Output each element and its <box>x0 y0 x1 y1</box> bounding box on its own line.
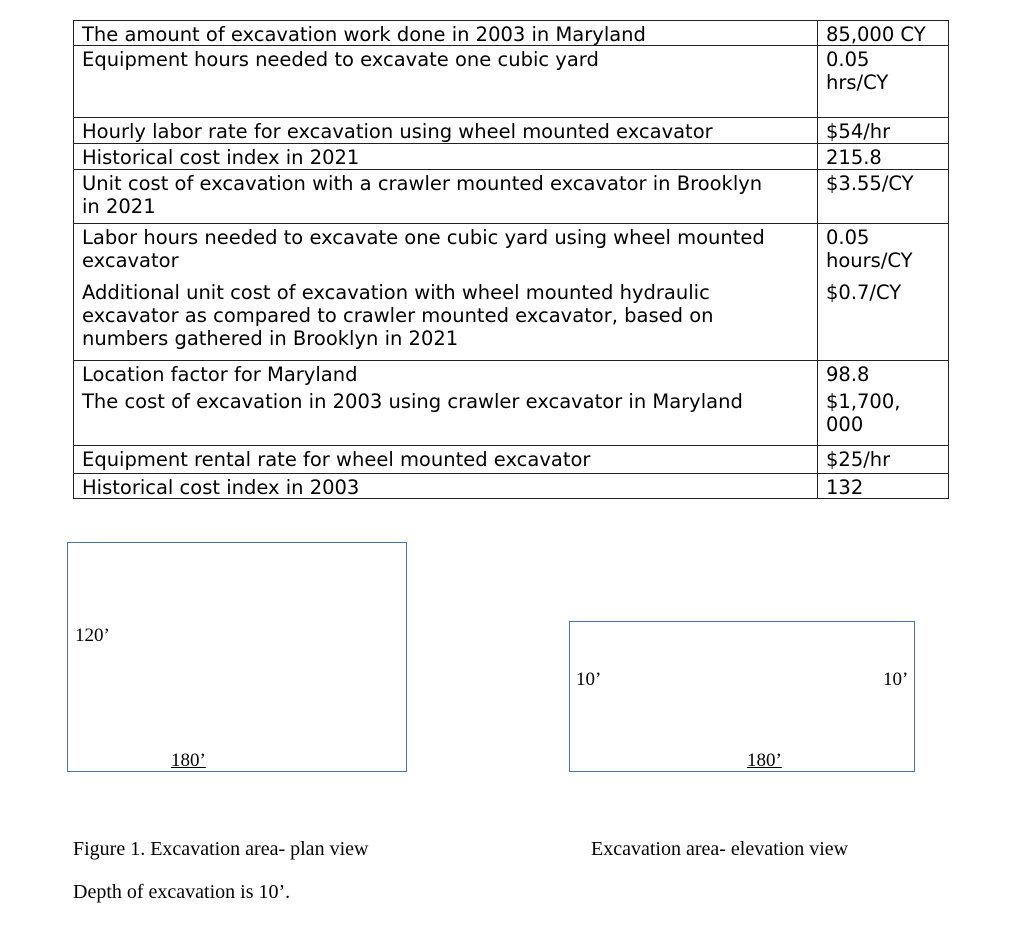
table-row <box>74 446 948 474</box>
row-value: 0.05 hrs/CY <box>826 48 889 94</box>
row-label: Equipment hours needed to excavate one cubic yard <box>74 46 818 117</box>
row-value: 0.05 hours/CY <box>826 226 913 272</box>
row-label: Historical cost index in 2021 <box>74 144 818 169</box>
row-value: 215.8 <box>826 146 882 169</box>
row-value: 132 <box>826 476 864 499</box>
elevation-view-caption: Excavation area- elevation view <box>591 838 849 860</box>
row-label: The amount of excavation work done in 2003 in Maryland <box>74 21 818 45</box>
row-label: Historical cost index in 2003 <box>74 474 818 498</box>
row-value: 85,000 CY <box>826 23 926 46</box>
depth-note: Depth of excavation is 10’. <box>73 881 291 903</box>
elevation-width-label: 180’ <box>747 750 782 771</box>
table-row <box>74 144 948 170</box>
table-row <box>74 118 948 144</box>
row-label: The cost of excavation in 2003 using crawler excavator in Maryland <box>74 388 818 445</box>
row-label: Hourly labor rate for excavation using wheel mounted excavator <box>74 118 818 143</box>
elevation-right-depth-label: 10’ <box>883 669 909 690</box>
row-label: Location factor for Maryland <box>74 361 818 388</box>
elevation-left-depth-label: 10’ <box>576 669 602 690</box>
cost-data-table <box>73 20 949 499</box>
row-label: Equipment rental rate for wheel mounted excavator <box>74 446 818 473</box>
table-row <box>74 21 948 46</box>
table-row <box>74 224 948 279</box>
row-value: $1,700, 000 <box>826 390 901 436</box>
table-row <box>74 170 948 224</box>
row-value: 98.8 <box>826 363 870 386</box>
row-label: Unit cost of excavation with a crawler mounted excavator in Brooklyn in 2021 <box>74 170 818 223</box>
row-value: $54/hr <box>826 120 891 143</box>
table-row <box>74 46 948 118</box>
plan-view-rectangle <box>67 542 407 772</box>
row-value: $3.55/CY <box>826 172 914 195</box>
row-value: $25/hr <box>826 448 891 471</box>
row-label: Labor hours needed to excavate one cubic yard using wheel mounted excavator <box>74 224 818 279</box>
table-row <box>74 388 948 446</box>
row-value: $0.7/CY <box>826 281 902 304</box>
table-row <box>74 279 948 361</box>
plan-view-caption: Figure 1. Excavation area- plan view <box>73 838 369 860</box>
plan-width-label: 180’ <box>171 750 206 771</box>
row-label: Additional unit cost of excavation with wheel mounted hydraulic excavator as compared to crawler mounted excavator, based on numbers gathered in Brooklyn in 2021 <box>74 279 818 360</box>
plan-height-label: 120’ <box>75 625 110 646</box>
table-row <box>74 361 948 388</box>
elevation-view-rectangle <box>569 621 915 772</box>
table-row <box>74 474 948 498</box>
